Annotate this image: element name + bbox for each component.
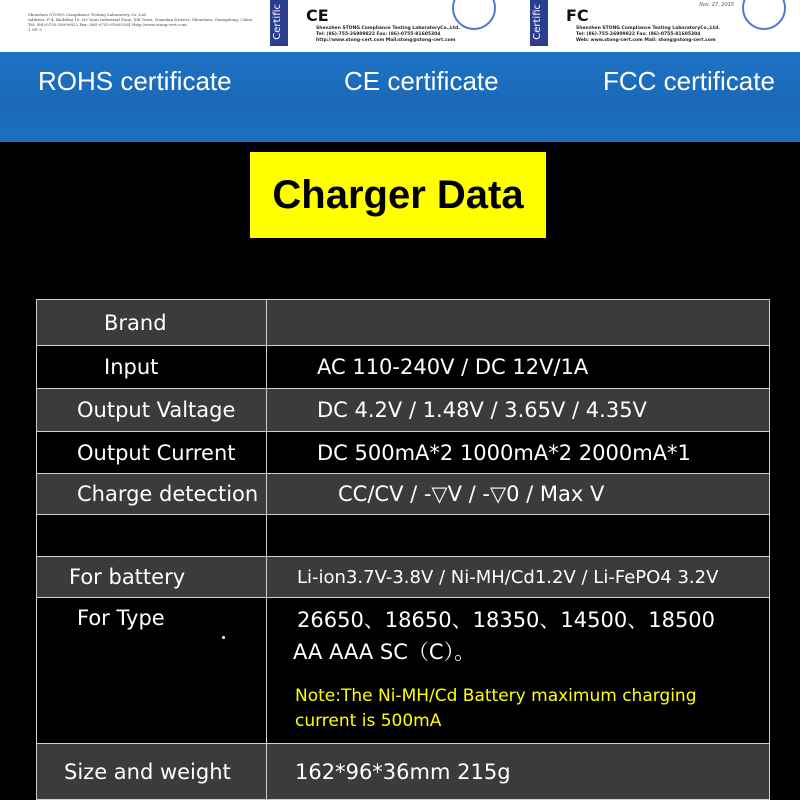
fcc-certificate-label: FCC certificate (603, 66, 775, 96)
for-type-sizes: 26650、18650、18350、14500、18500 (297, 608, 716, 632)
lab-info (576, 26, 720, 44)
certificate-vertical-label: Certific (272, 4, 283, 40)
output-voltage-label: Output Valtage (37, 389, 267, 432)
input-value: AC 110-240V / DC 12V/1A (267, 346, 770, 389)
lab-tel: Tel: (86)-755-26909822 Fax: (86)-0755-81605304 (576, 32, 701, 37)
title-banner (250, 152, 546, 238)
lab-name: Shenzhen STONG Compliance Testing LaboratoryCo.,Ltd. (316, 26, 460, 31)
table-row-input (37, 346, 770, 389)
lab-web: http://www.stong-cert.com Mail:stong@stong-cert.com (316, 38, 456, 43)
doc-line: Shenzhen STONG Compliance Testing Laboratory Co.,Ltd. (28, 12, 147, 17)
size-weight-value: 162*96*36mm 215g (267, 744, 770, 800)
fcc-mark-icon: FC (566, 6, 589, 25)
dot-mark (222, 636, 225, 639)
certificate-seal-icon (742, 0, 786, 30)
lab-tel: Tel: (86)-755-26909822 Fax: (86)-0755-81605304 (316, 32, 441, 37)
certificate-date: Nov. 27, 2015 (699, 2, 734, 8)
output-current-label: Output Current (37, 432, 267, 474)
ce-certificate-image (270, 0, 502, 46)
charger-spec-table (36, 299, 770, 800)
ce-mark-icon: CE (306, 6, 329, 25)
doc-line: Address: F-4, Building 10, De Yuan Industrial Zone, Xili Town, Nanshan District, Shenzhen, Guangdong, China (28, 17, 253, 22)
for-type-value-cell (267, 598, 770, 744)
for-type-aa: AA AAA SC（C）。 (293, 640, 476, 664)
doc-line: 1 OF 9 (28, 27, 42, 32)
lab-name: Shenzhen STONG Compliance Testing LaboratoryCo.,Ltd. (576, 26, 720, 31)
certificate-label-band (0, 52, 800, 142)
empty-label (37, 515, 267, 557)
charge-detection-label: Charge detection (37, 474, 267, 515)
for-type-label: For Type (77, 606, 165, 630)
certificate-strip (0, 0, 800, 52)
empty-value (267, 515, 770, 557)
ce-certificate-label: CE certificate (344, 66, 499, 96)
lab-web: Web: www.stong-cert.com Mail: stong@stong-cert.com (576, 38, 716, 43)
table-row-for-battery (37, 557, 770, 598)
brand-value (267, 300, 770, 346)
page-title: Charger Data (272, 172, 524, 217)
fcc-certificate-image (530, 0, 792, 46)
table-row-size-weight (37, 744, 770, 800)
for-type-label-cell (37, 598, 267, 744)
input-label: Input (37, 346, 267, 389)
for-battery-value: Li-ion3.7V-3.8V / Ni-MH/Cd1.2V / Li-FePO4 3.2V (267, 557, 770, 598)
table-row-for-type (37, 598, 770, 744)
table-row-brand (37, 300, 770, 346)
doc-line: Tel: (86)-0755-28909822 Fax: (86)-0755-81605304 Http://www.stong-cert.com (28, 22, 187, 27)
table-row-charge-detection (37, 474, 770, 515)
output-voltage-value: DC 4.2V / 1.48V / 3.65V / 4.35V (267, 389, 770, 432)
rohs-certificate-label: ROHS certificate (38, 66, 232, 96)
charging-note: Note:The Ni-MH/Cd Battery maximum charging current is 500mA (295, 686, 697, 731)
rohs-document-snippet (28, 12, 252, 32)
for-battery-label: For battery (37, 557, 267, 598)
size-weight-label: Size and weight (37, 744, 267, 800)
charge-detection-value: CC/CV / -▽V / -▽0 / Max V (267, 474, 770, 515)
lab-info (316, 26, 460, 44)
table-row-output-current (37, 432, 770, 474)
output-current-value: DC 500mA*2 1000mA*2 2000mA*1 (267, 432, 770, 474)
brand-label: Brand (37, 300, 267, 346)
table-row-output-voltage (37, 389, 770, 432)
table-row-empty (37, 515, 770, 557)
certificate-vertical-label: Certific (532, 4, 543, 40)
